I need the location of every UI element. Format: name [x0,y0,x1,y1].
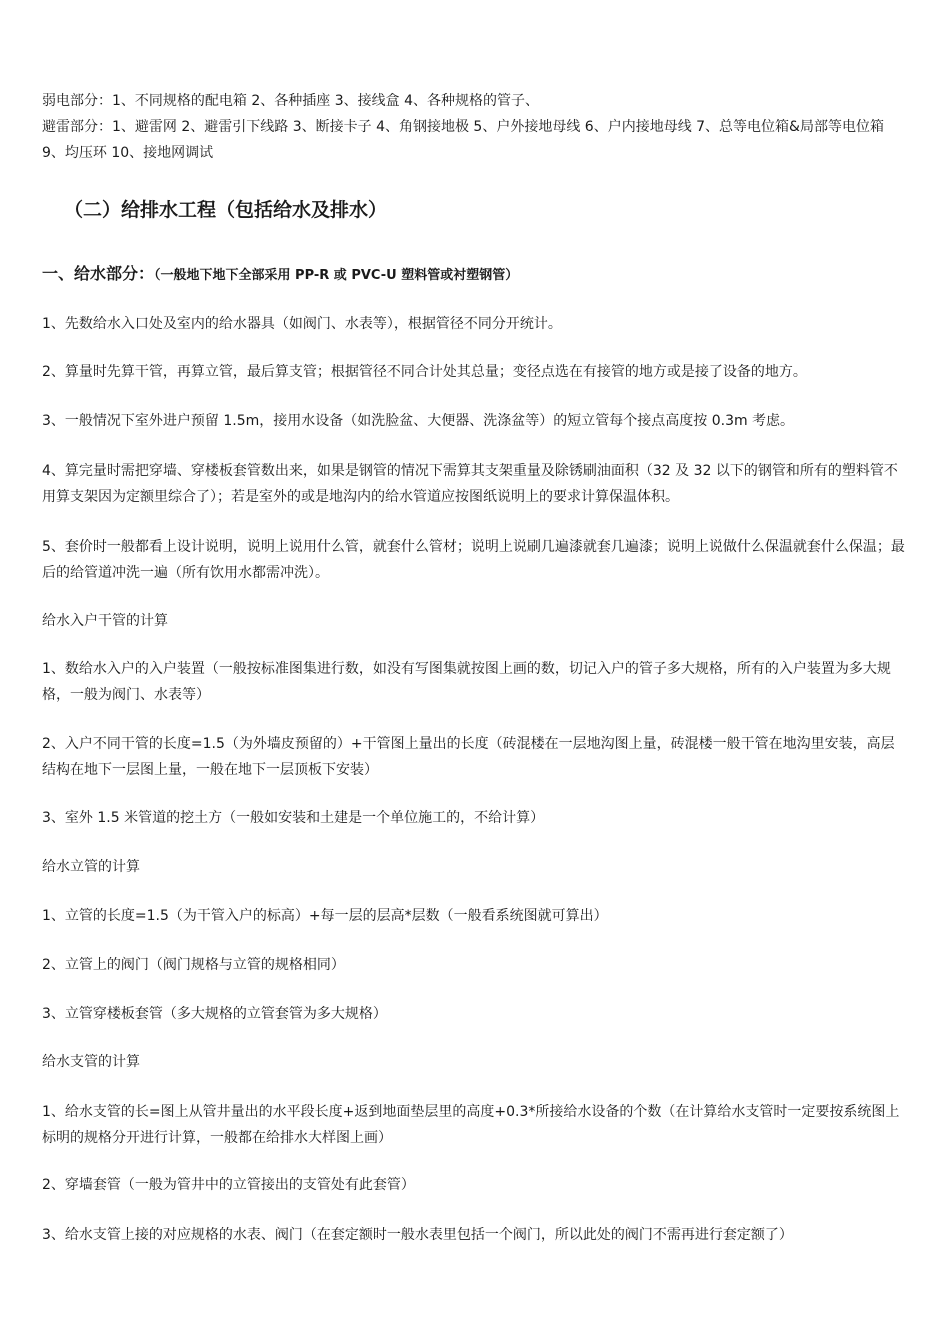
riser-title: 给水立管的计算 [42,859,140,875]
inlet-title: 给水入户干管的计算 [42,613,168,629]
inlet-item-3: 3、室外 1.5 米管道的挖土方（一般如安装和土建是一个单位施工的，不给计算） [42,810,545,826]
supply-item-5: 5、套价时一般都看上设计说明，说明上说用什么管，就套什么管材；说明上说刷几遍漆就套几遍漆；说明上说做什么保温就套什么保温；最后的给管道冲洗一遍（所有饮用水都需冲洗）。 [42,539,905,581]
riser-item-3: 3、立管穿楼板套管（多大规格的立管套管为多大规格） [42,1006,387,1022]
weak-current-paragraph: 弱电部分：1、不同规格的配电箱 2、各种插座 3、接线盒 4、各种规格的管子、 [42,93,539,109]
supply-heading-text: 一、给水部分： [42,264,155,283]
supply-item-4: 4、算完量时需把穿墙、穿楼板套管数出来，如果是钢管的情况下需算其支架重量及除锈刷油面积（32 及 32 以下的钢管和所有的塑料管不用算支架因为定额里综合了）；若是室外的或是地沟内的给水管道应按图纸说明上的要求计算保温体积。 [42,463,898,505]
supply-item-1: 1、先数给水入口处及室内的给水器具（如阀门、水表等），根据管径不同分开统计。 [42,316,562,332]
supply-heading [42,261,518,289]
supply-item-2: 2、算量时先算干管，再算立管，最后算支管；根据管径不同合计处其总量；变径点选在有接管的地方或是接了设备的地方。 [42,364,807,380]
riser-item-1: 1、立管的长度=1.5（为干管入户的标高）+每一层的层高*层数（一般看系统图就可算出） [42,908,608,924]
branch-item-1: 1、给水支管的长=图上从管井量出的水平段长度+返到地面垫层里的高度+0.3*所接给水设备的个数（在计算给水支管时一定要按系统图上标明的规格分开进行计算，一般都在给排水大样图上画） [42,1104,900,1146]
inlet-item-1: 1、数给水入户的入户装置（一般按标准图集进行数，如没有写图集就按图上画的数，切记入户的管子多大规格，所有的入户装置为多大规格，一般为阀门、水表等） [42,661,891,703]
inlet-item-2: 2、入户不同干管的长度=1.5（为外墙皮预留的）+干管图上量出的长度（砖混楼在一层地沟图上量，砖混楼一般干管在地沟里安装，高层结构在地下一层图上量，一般在地下一层顶板下安装） [42,736,895,778]
supply-heading-note: （一般地下地下全部采用 PP-R 或 PVC-U 塑料管或衬塑钢管） [154,268,519,283]
lightning-paragraph: 避雷部分：1、避雷网 2、避雷引下线路 3、断接卡子 4、角钢接地极 5、户外接地母线 6、户内接地母线 7、总等电位箱&局部等电位箱 9、均压环 10、接地网调试 [42,119,884,161]
supply-item-3: 3、一般情况下室外进户预留 1.5m，接用水设备（如洗脸盆、大便器、洗涤盆等）的短立管每个接点高度按 0.3m 考虑。 [42,413,795,429]
branch-title: 给水支管的计算 [42,1054,140,1070]
section-title: （二）给排水工程（包括给水及排水） [64,199,388,221]
riser-item-2: 2、立管上的阀门（阀门规格与立管的规格相同） [42,957,345,973]
branch-item-2: 2、穿墙套管（一般为管井中的立管接出的支管处有此套管） [42,1177,415,1193]
branch-item-3: 3、给水支管上接的对应规格的水表、阀门（在套定额时一般水表里包括一个阀门，所以此处的阀门不需再进行套定额了） [42,1227,793,1243]
